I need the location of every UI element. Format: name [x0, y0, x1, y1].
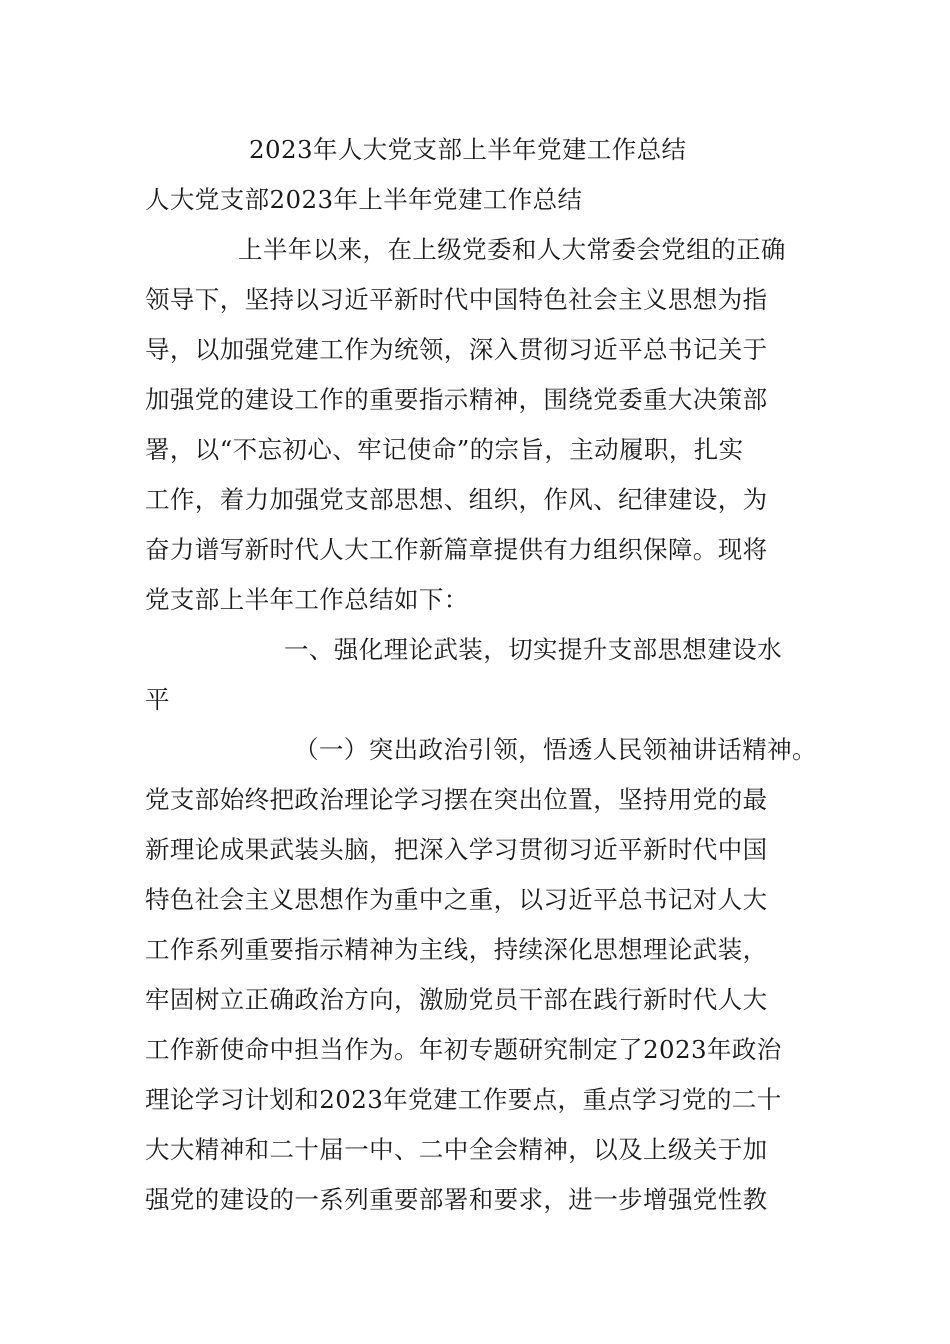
paragraph-line: 加强党的建设工作的重要指示精神，围绕党委重大决策部: [145, 385, 768, 414]
paragraph-line: 党支部上半年工作总结如下：: [145, 585, 469, 614]
document-subtitle: 人大党支部2023年上半年党建工作总结: [145, 185, 583, 214]
document-title: 2023年人大党支部上半年党建工作总结: [249, 135, 687, 164]
section-heading: 平: [145, 685, 170, 714]
paragraph-line: 领导下，坚持以习近平新时代中国特色社会主义思想为指: [145, 285, 768, 314]
subsection-line: 特色社会主义思想作为重中之重，以习近平总书记对人大: [145, 885, 768, 914]
paragraph-line: 署，以“不忘初心、牢记使命”的宗旨，主动履职，扎实: [145, 435, 744, 464]
subsection-line: 工作系列重要指示精神为主线，持续深化思想理论武装，: [145, 935, 768, 964]
subsection-line: 理论学习计划和2023年党建工作要点，重点学习党的二十: [145, 1085, 782, 1114]
subsection-line: 工作新使命中担当作为。年初专题研究制定了2023年政治: [145, 1035, 782, 1064]
section-heading: 一、强化理论武装，切实提升支部思想建设水: [284, 635, 782, 664]
subsection-line: 大大精神和二十届一中、二中全会精神，以及上级关于加: [145, 1135, 768, 1164]
subsection-line: 党支部始终把政治理论学习摆在突出位置，坚持用党的最: [145, 785, 768, 814]
paragraph-line: 导，以加强党建工作为统领，深入贯彻习近平总书记关于: [145, 335, 768, 364]
paragraph-line: 奋力谱写新时代人大工作新篇章提供有力组织保障。现将: [145, 535, 768, 564]
subsection-line: 强党的建设的一系列重要部署和要求，进一步增强党性教: [145, 1185, 768, 1214]
subsection-line: （一）突出政治引领，悟透人民领袖讲话精神。: [294, 735, 817, 764]
paragraph-line: 工作，着力加强党支部思想、组织，作风、纪律建设，为: [145, 485, 768, 514]
subsection-line: 牢固树立正确政治方向，激励党员干部在践行新时代人大: [145, 985, 768, 1014]
paragraph-line: 上半年以来，在上级党委和人大常委会党组的正确: [238, 235, 786, 264]
subsection-line: 新理论成果武装头脑，把深入学习贯彻习近平新时代中国: [145, 835, 768, 864]
